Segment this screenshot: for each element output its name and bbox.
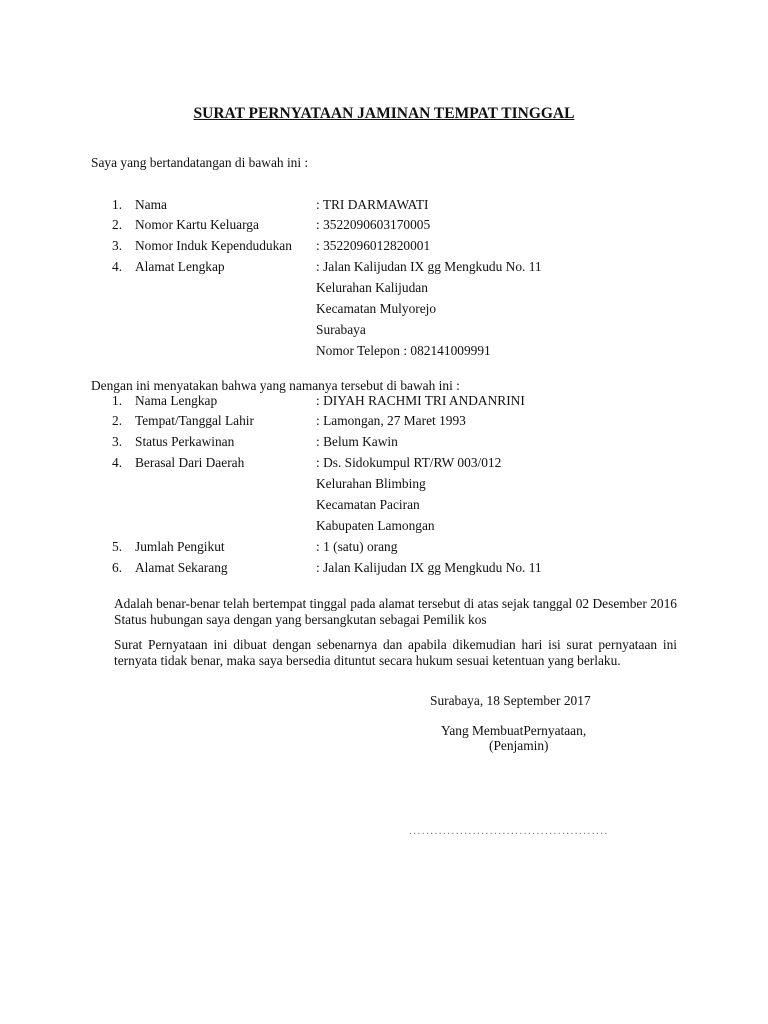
item-label: Berasal Dari Daerah bbox=[135, 455, 245, 470]
signature-line: ............................................... bbox=[409, 825, 609, 837]
item-value: : Jalan Kalijudan IX gg Mengkudu No. 11 bbox=[316, 560, 542, 575]
statement-intro: Dengan ini menyatakan bahwa yang namanya tersebut di bawah ini : bbox=[91, 378, 460, 393]
intro-text: Saya yang bertandatangan di bawah ini : bbox=[91, 155, 309, 170]
item-label: Alamat Lengkap bbox=[135, 259, 225, 274]
item-label: Tempat/Tanggal Lahir bbox=[135, 413, 254, 428]
origin-line: Kabupaten Lamongan bbox=[316, 518, 435, 533]
item-number: 2. bbox=[112, 413, 123, 428]
item-value: : 1 (satu) orang bbox=[316, 539, 398, 554]
resident-row bbox=[0, 456, 768, 472]
resident-row bbox=[0, 540, 768, 556]
item-number: 3. bbox=[112, 238, 123, 253]
item-value: : DIYAH RACHMI TRI ANDANRINI bbox=[316, 393, 525, 408]
item-label: Nomor Kartu Keluarga bbox=[135, 217, 259, 232]
guarantor-row bbox=[0, 260, 768, 276]
item-number: 4. bbox=[112, 455, 123, 470]
guarantor-row bbox=[0, 218, 768, 234]
role-label: (Penjamin) bbox=[489, 738, 549, 753]
item-label: Jumlah Pengikut bbox=[135, 539, 225, 554]
item-label: Nomor Induk Kependudukan bbox=[135, 238, 292, 253]
origin-line: Kecamatan Paciran bbox=[316, 497, 420, 512]
address-line: Kecamatan Mulyorejo bbox=[316, 301, 437, 316]
resident-row bbox=[0, 435, 768, 451]
item-value: : 3522090603170005 bbox=[316, 217, 431, 232]
item-label: Alamat Sekarang bbox=[135, 560, 228, 575]
item-number: 3. bbox=[112, 434, 123, 449]
item-value: : 3522096012820001 bbox=[316, 238, 431, 253]
document-title: SURAT PERNYATAAN JAMINAN TEMPAT TINGGAL bbox=[193, 105, 575, 122]
item-number: 6. bbox=[112, 560, 123, 575]
declaration-paragraph: Surat Pernyataan ini dibuat dengan sebenarnya dan apabila dikemudian hari isi surat pernyataan ini ternyata tidak benar, maka saya bersedia dituntut secara hukum sesuai ketentuan yang berlaku. bbox=[114, 637, 677, 669]
resident-row bbox=[0, 394, 768, 410]
item-label: Status Perkawinan bbox=[135, 434, 235, 449]
guarantor-row bbox=[0, 239, 768, 255]
item-label: Nama Lengkap bbox=[135, 393, 218, 408]
address-line: Kelurahan Kalijudan bbox=[316, 280, 428, 295]
address-line: Surabaya bbox=[316, 322, 366, 337]
item-value: : Ds. Sidokumpul RT/RW 003/012 bbox=[316, 455, 502, 470]
maker-label: Yang MembuatPernyataan, bbox=[441, 723, 587, 738]
item-value: : Jalan Kalijudan IX gg Mengkudu No. 11 bbox=[316, 259, 542, 274]
place-date: Surabaya, 18 September 2017 bbox=[430, 693, 591, 708]
item-number: 2. bbox=[112, 217, 123, 232]
resident-row bbox=[0, 561, 768, 577]
item-number: 4. bbox=[112, 259, 123, 274]
residence-paragraph: Adalah benar-benar telah bertempat tinggal pada alamat tersebut di atas sejak tanggal 02 Desember 2016 Status hubungan saya dengan yang bersangkutan sebagai Pemilik kos bbox=[114, 596, 677, 628]
origin-line: Kelurahan Blimbing bbox=[316, 476, 426, 491]
item-value: : TRI DARMAWATI bbox=[316, 197, 429, 212]
guarantor-row bbox=[0, 198, 768, 214]
phone-line: Nomor Telepon : 082141009991 bbox=[316, 343, 491, 358]
item-label: Nama bbox=[135, 197, 167, 212]
item-number: 1. bbox=[112, 393, 123, 408]
item-value: : Lamongan, 27 Maret 1993 bbox=[316, 413, 466, 428]
item-number: 1. bbox=[112, 197, 123, 212]
item-value: : Belum Kawin bbox=[316, 434, 398, 449]
resident-row bbox=[0, 414, 768, 430]
item-number: 5. bbox=[112, 539, 123, 554]
